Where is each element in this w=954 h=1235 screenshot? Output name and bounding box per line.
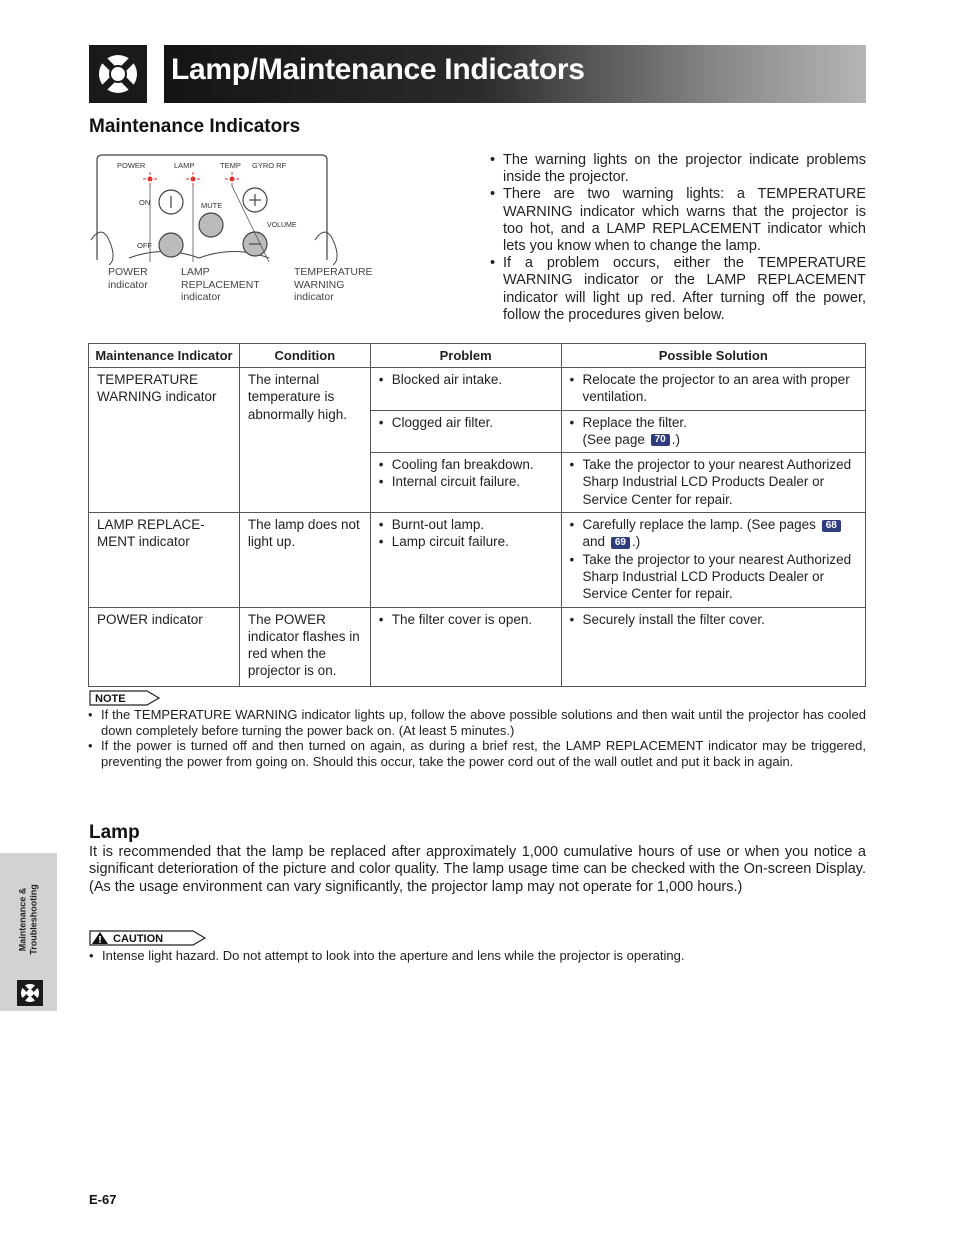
side-tab-label: Maintenance & Troubleshooting — [17, 884, 38, 955]
list-item: • There are two warning lights: a TEMPERATURE WARNING indicator which warns that the projector is too hot, and a LAMP REPLACEMENT indicator which lets you know when to change the lamp. — [490, 186, 866, 255]
caution-warning-icon — [89, 930, 207, 946]
indicator-cell: POWER indicator — [89, 607, 240, 686]
solution-cell: • Take the projector to your nearest Authorized Sharp Industrial LCD Products Dealer or Service Center for repair. — [561, 453, 865, 513]
page-number: E-67 — [89, 1192, 117, 1207]
chapter-side-tab — [0, 853, 57, 1011]
svg-text:POWER: POWER — [117, 161, 146, 170]
table-header-row — [89, 344, 866, 368]
solution-cell: • Carefully replace the lamp. (See pages 68 and 69 .) • Take the projector to your nearest Authorized Sharp Industrial LCD Products Dealer or Service Center for repair. — [561, 513, 865, 607]
problem-cell: • Burnt-out lamp. • Lamp circuit failure. — [370, 513, 561, 607]
problem-cell: • Blocked air intake. — [370, 368, 561, 411]
problem-cell: • Clogged air filter. — [370, 410, 561, 453]
problem-cell: • The filter cover is open. — [370, 607, 561, 686]
svg-text:ON: ON — [139, 198, 151, 207]
page-reference-badge[interactable]: 70 — [651, 434, 670, 446]
table-row — [89, 368, 866, 411]
list-item: • If a problem occurs, either the TEMPERATURE WARNING indicator or the LAMP REPLACEMENT indicator will light up red. After turning off the power, follow the procedures given below. — [490, 255, 866, 324]
solution-cell: • Securely install the filter cover. — [561, 607, 865, 686]
page-reference-badge[interactable]: 68 — [822, 520, 841, 532]
svg-text:LAMP: LAMP — [174, 161, 195, 170]
warning-light-icon — [143, 172, 239, 186]
column-header: Problem — [370, 344, 561, 368]
list-item: • The warning lights on the projector indicate problems inside the projector. — [490, 152, 866, 186]
chapter-icon — [89, 45, 147, 103]
indicator-cell: LAMP REPLACE-MENT indicator — [89, 513, 240, 607]
page-title: Lamp/Maintenance Indicators — [171, 53, 585, 86]
column-header: Condition — [239, 344, 370, 368]
svg-text:MUTE: MUTE — [201, 201, 223, 210]
note-arrow-icon — [89, 690, 161, 706]
svg-text:VOLUME: VOLUME — [267, 222, 297, 229]
condition-cell: The lamp does not light up. — [239, 513, 370, 607]
diagram-caption: TEMPERATURE WARNING indicator — [294, 266, 373, 303]
maintenance-indicator-table — [88, 343, 866, 687]
lifebuoy-icon — [17, 980, 43, 1006]
solution-cell: • Relocate the projector to an area with proper ventilation. — [561, 368, 865, 411]
projector-panel-illustration — [89, 150, 389, 265]
column-header: Possible Solution — [561, 344, 865, 368]
solution-cell: • Replace the filter. (See page 70 .) — [561, 410, 865, 453]
caution-list — [89, 948, 866, 964]
diagram-caption: LAMP REPLACEMENT indicator — [181, 266, 260, 303]
svg-text:OFF: OFF — [137, 241, 152, 250]
indicator-cell: TEMPERATURE WARNING indicator — [89, 368, 240, 513]
svg-text:NOTE: NOTE — [95, 693, 126, 705]
page-reference-badge[interactable]: 69 — [611, 537, 630, 549]
list-item: • If the TEMPERATURE WARNING indicator lights up, follow the above possible solutions and then wait until the projector has cooled down completely before turning the power back on. (At least 5 minutes.) — [88, 707, 866, 738]
section-heading-maintenance: Maintenance Indicators — [89, 116, 301, 137]
diagram-caption: POWER indicator — [108, 266, 148, 291]
svg-text:GYRO RF: GYRO RF — [252, 161, 287, 170]
condition-cell: The internal temperature is abnormally high. — [239, 368, 370, 513]
problem-cell: • Cooling fan breakdown. • Internal circuit failure. — [370, 453, 561, 513]
maintenance-intro-list — [490, 152, 866, 324]
table-row — [89, 513, 866, 607]
side-tab-icon — [17, 980, 43, 1006]
lamp-paragraph: It is recommended that the lamp be replaced after approximately 1,000 cumulative hours of use or when you notice a significant deterioration of the picture and color quality. The lamp usage time can be checked with the On-screen Display. (As the usage environment can vary significantly, the projector lamp may not operate for 1,000 hours.) — [89, 844, 866, 895]
svg-text:TEMP: TEMP — [220, 161, 241, 170]
list-item: • If the power is turned off and then turned on again, as during a brief rest, the LAMP REPLACEMENT indicator may be triggered, preventing the power from going on. Should this occur, take the power cord out of the wall outlet and put it back in again. — [88, 738, 866, 769]
section-heading-lamp: Lamp — [89, 822, 140, 843]
table-row — [89, 607, 866, 686]
list-item: • Intense light hazard. Do not attempt to look into the aperture and lens while the projector is operating. — [89, 948, 866, 964]
condition-cell: The POWER indicator flashes in red when the projector is on. — [239, 607, 370, 686]
lifebuoy-icon — [89, 45, 147, 103]
indicator-panel-diagram — [89, 150, 389, 310]
column-header: Maintenance Indicator — [89, 344, 240, 368]
svg-text:CAUTION: CAUTION — [113, 933, 164, 945]
note-list — [88, 707, 866, 769]
